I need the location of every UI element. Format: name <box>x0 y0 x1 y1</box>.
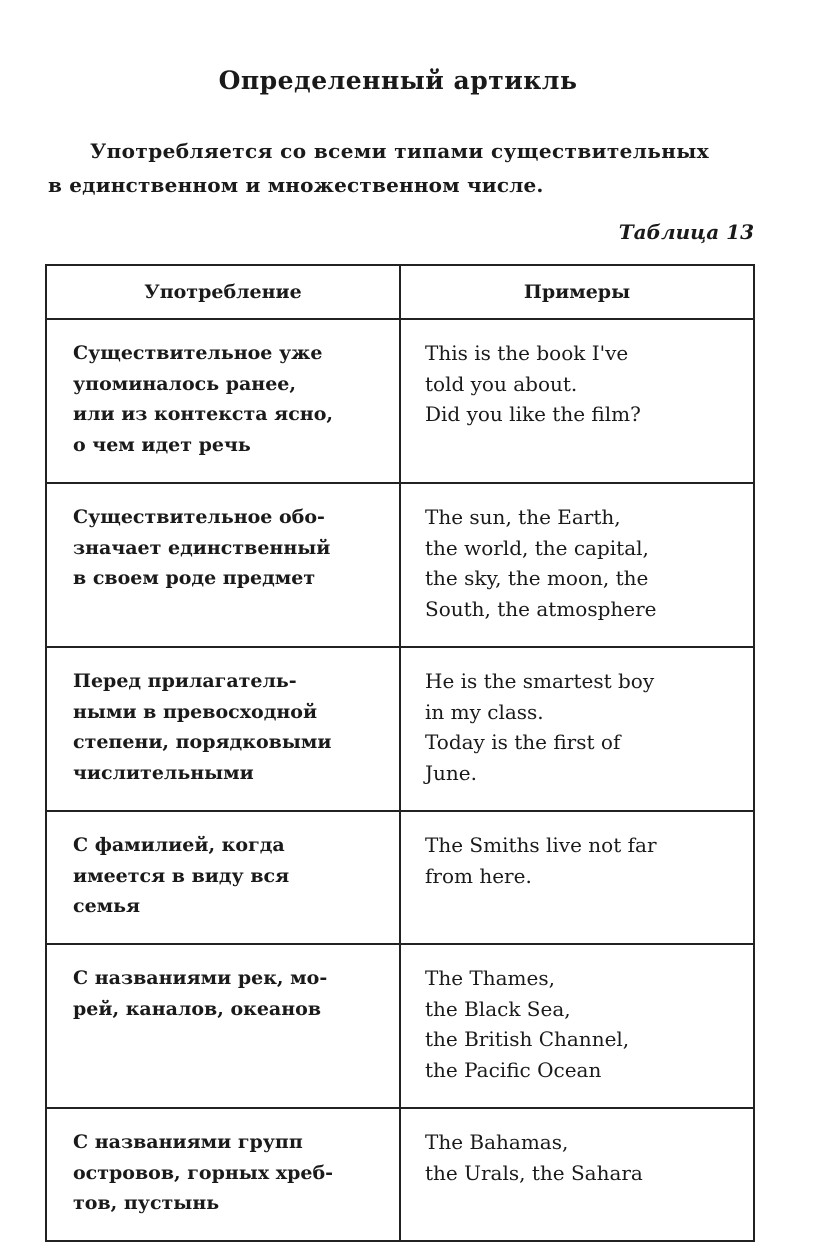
usage-line: в своем роде предмет <box>73 567 316 589</box>
example-line: The Thames, <box>425 966 555 990</box>
example-line: told you about. <box>425 371 578 396</box>
table-row <box>46 483 754 647</box>
usage-cell <box>46 647 400 811</box>
usage-line: С названиями рек, мо- <box>73 967 328 989</box>
usage-line: степени, порядковыми <box>73 731 332 753</box>
usage-line: С фамилией, когда <box>73 834 285 856</box>
example-line: He is the smartest boy <box>425 669 655 693</box>
usage-line: рей, каналов, океанов <box>73 997 322 1020</box>
usage-line: Перед прилагатель- <box>73 670 297 692</box>
example-line: The sun, the Earth, <box>425 505 621 529</box>
column-header-examples: Примеры <box>400 265 754 319</box>
usage-cell <box>46 1108 400 1241</box>
usage-line: островов, горных хреб- <box>73 1161 334 1184</box>
usage-line: числительными <box>73 761 254 784</box>
example-line: the Urals, the Sahara <box>425 1160 643 1185</box>
example-line: June. <box>425 760 477 785</box>
intro-paragraph <box>48 134 756 202</box>
usage-line: Существительное обо- <box>73 506 325 528</box>
example-line: the sky, the moon, the <box>425 566 649 590</box>
table-header-row <box>46 265 754 319</box>
example-line: the Black Sea, <box>425 996 571 1021</box>
intro-line: в единственном и множественном числе. <box>48 173 544 197</box>
usage-cell <box>46 483 400 647</box>
example-line: South, the atmosphere <box>425 596 657 621</box>
examples-cell <box>400 811 754 944</box>
usage-line: семья <box>73 895 141 917</box>
examples-cell <box>400 647 754 811</box>
usage-line: или из контекста ясно, <box>73 403 333 425</box>
usage-cell <box>46 811 400 944</box>
example-line: This is the book I've <box>425 341 629 365</box>
intro-line: Употребляется со всеми типами существительных <box>90 139 710 163</box>
usage-line: значает единственный <box>73 536 331 559</box>
example-line: Did you like the film? <box>425 402 641 426</box>
example-line: The Smiths live not far <box>425 833 657 857</box>
usage-cell <box>46 944 400 1108</box>
usage-line: имеется в виду вся <box>73 864 290 887</box>
example-line: The Bahamas, <box>425 1130 569 1154</box>
article-usage-table <box>45 264 755 1242</box>
example-line: the world, the capital, <box>425 535 649 560</box>
table-row <box>46 811 754 944</box>
table-row <box>46 944 754 1108</box>
table-caption: Таблица 13 <box>618 220 754 244</box>
example-line: the British Channel, <box>425 1027 630 1051</box>
examples-cell <box>400 944 754 1108</box>
page-title: Определенный артикль <box>218 66 578 95</box>
usage-line: о чем идет речь <box>73 433 251 456</box>
usage-line: тов, пустынь <box>73 1192 220 1214</box>
examples-cell <box>400 319 754 483</box>
usage-line: ными в превосходной <box>73 700 318 723</box>
example-line: Today is the first of <box>425 730 621 754</box>
usage-line: С названиями групп <box>73 1131 303 1153</box>
examples-cell <box>400 1108 754 1241</box>
examples-cell <box>400 483 754 647</box>
table-row <box>46 647 754 811</box>
example-line: the Pacific Ocean <box>425 1057 602 1082</box>
example-line: from here. <box>425 863 532 888</box>
example-line: in my class. <box>425 699 544 724</box>
table-row <box>46 1108 754 1241</box>
usage-cell <box>46 319 400 483</box>
usage-line: упоминалось ранее, <box>73 372 296 395</box>
column-header-usage: Употребление <box>46 265 400 319</box>
usage-line: Существительное уже <box>73 342 323 364</box>
table-row <box>46 319 754 483</box>
